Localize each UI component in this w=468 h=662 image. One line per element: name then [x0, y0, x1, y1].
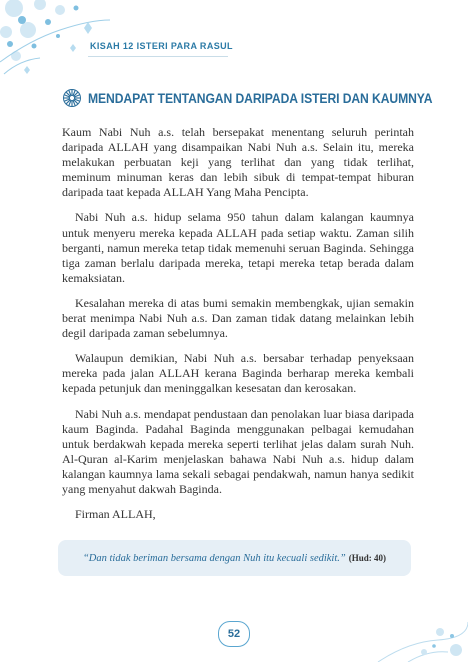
- paragraph: Nabi Nuh a.s. mendapat pendustaan dan penolakan luar biasa daripada kaum Baginda. Padahal Baginda menggunakan pelbagai kemudahan untuk berdakwah kepada mereka seperti terlihat jelas dalam surah Nuh. Al-Quran al-Karim menjelaskan bahawa Nabi Nuh a.s. hidup dalam kalangan kaumnya lama sekali sebagai pendakwah, namun hanya sedikit yang menyahut dakwah Baginda.: [62, 406, 414, 496]
- flower-emblem-icon: [62, 88, 82, 108]
- header-rule: [88, 56, 228, 57]
- paragraph: Walaupun demikian, Nabi Nuh a.s. bersabar terhadap penyeksaan mereka pada jalan ALLAH kerana Baginda berharap mereka kembali kepada petunjuk dan meninggalkan kesesatan dan kerosakan.: [62, 351, 414, 396]
- paragraph: Kaum Nabi Nuh a.s. telah bersepakat menentang seluruh perintah daripada ALLAH yang disampaikan Nabi Nuh a.s. Selain itu, mereka melakukan perbuatan keji yang terlihat dan yang tidak terlihat, meminum minuman keras dan lebih sibuk di tempat-tempat hiburan daripada taat kepada ALLAH Yang Maha Pencipta.: [62, 125, 414, 200]
- floral-corner-ornament-bottom: [348, 592, 468, 662]
- section-title: MENDAPAT TENTANGAN DARIPADA ISTERI DAN KAUMNYA: [88, 90, 433, 106]
- quote-text: “Dan tidak beriman bersama dengan Nuh itu kecuali sedikit.”: [82, 552, 346, 564]
- quote-box: [58, 540, 411, 576]
- paragraph: Nabi Nuh a.s. hidup selama 950 tahun dalam kalangan kaumnya untuk menyeru mereka kepada ALLAH pada setiap waktu. Zaman silih berganti, namun mereka tetap tidak memenuhi seruan Baginda. Sehingga tiga zaman berlalu daripada mereka, tetapi mereka tetap berada dalam kemaksiatan.: [62, 210, 414, 285]
- section-heading: [62, 88, 468, 108]
- body-text: [62, 125, 414, 532]
- paragraph: Kesalahan mereka di atas bumi semakin membengkak, ujian semakin berat menimpa Nabi Nuh a.s. Dan zaman tidak datang melainkan lebih degil daripada zaman sebelumnya.: [62, 295, 414, 341]
- paragraph: Firman ALLAH,: [75, 507, 156, 522]
- running-head: KISAH 12 ISTERI PARA RASUL: [90, 41, 233, 51]
- quote-reference: (Hud: 40): [348, 553, 387, 563]
- page-number: 52: [218, 621, 250, 647]
